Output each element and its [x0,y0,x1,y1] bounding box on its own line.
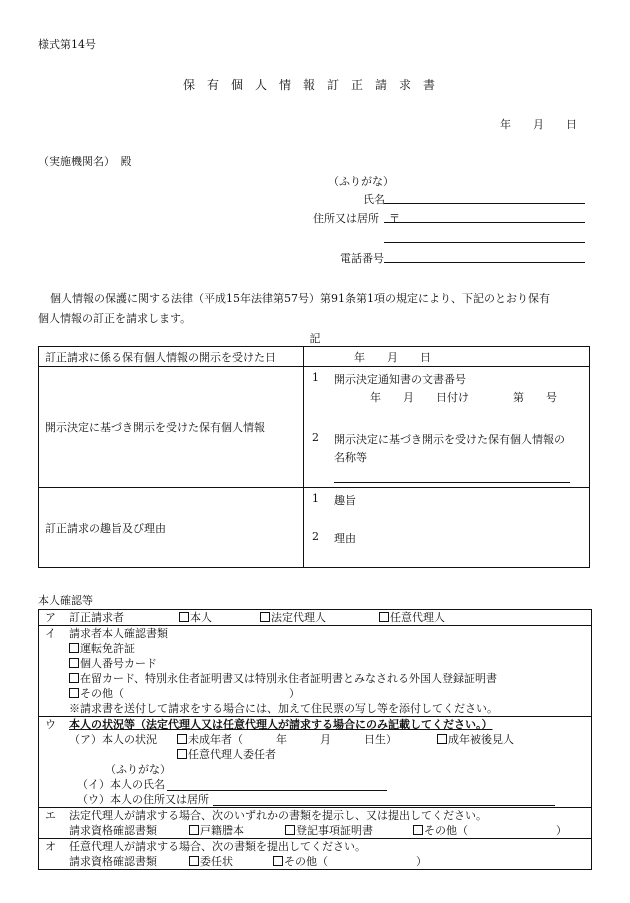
row-mark: イ [45,627,56,640]
postal-mark: 〒 [389,212,400,225]
date-line: 年 月 日 [500,118,577,131]
item-number: 2 [312,431,319,444]
identity-row-i [39,625,591,716]
purpose-reason-label: 訂正請求の趣旨及び理由 [39,488,304,568]
voluntary-agent-instruction: 任意代理人が請求する場合、次の書類を提出してください。 [69,840,366,853]
checkbox-icon [379,612,389,622]
option-label: その他（ ） [424,824,567,837]
principal-status-label: 本人の状況等（法定代理人又は任意代理人が請求する場合にのみ記載してください。） [69,718,493,731]
option-minor[interactable] [177,732,397,747]
info-name-field[interactable] [334,482,570,483]
checkbox-icon [179,612,189,622]
item-number: 2 [312,530,319,543]
request-table [38,346,590,568]
phone-field[interactable] [384,262,585,263]
checkbox-icon [69,673,79,683]
option-self[interactable] [179,610,212,625]
option-label: 任意代理人 [390,611,445,624]
option-other-voluntary[interactable] [273,854,427,869]
page-title: 保有個人情報訂正請求書 [182,78,447,92]
furigana-label: （ふりがな） [328,175,394,188]
option-mandator[interactable] [177,747,276,762]
checkbox-icon [260,612,270,622]
principal-address-label: （ウ）本人の住所又は居所 [77,793,209,806]
option-license[interactable] [69,641,135,656]
option-label: その他（ ） [284,855,427,868]
checkbox-icon [437,734,447,744]
name-field[interactable] [384,203,585,204]
option-other-legal[interactable] [413,823,567,838]
identity-row-a [39,610,591,625]
identity-row-u [39,716,591,807]
row-mark: エ [45,809,56,822]
item-number: 1 [312,492,319,505]
option-residence-card[interactable] [69,671,497,686]
disclosed-info-cell[interactable] [304,367,590,488]
checkbox-icon [189,825,199,835]
principal-status-sub-label: （ア）本人の状況 [69,733,157,746]
intro-line-1: 個人情報の保護に関する法律（平成15年法律第57号）第91条第1項の規定により、下記のとおり保有 [50,292,550,305]
option-label: 任意代理人委任者 [188,748,276,761]
option-legal-agent[interactable] [260,610,326,625]
checkbox-icon [69,643,79,653]
checkbox-icon [177,749,187,759]
principal-furigana-label: （ふりがな） [105,763,171,776]
voluntary-agent-docs-label: 請求資格確認書類 [69,855,157,868]
identity-table [38,609,592,870]
checkbox-icon [285,825,295,835]
option-label: 在留カード、特別永住者証明書又は特別永住者証明書とみなされる外国人登録証明書 [80,672,498,685]
identity-row-o [39,838,591,869]
legal-agent-instruction: 法定代理人が請求する場合、次のいずれかの書類を提示し、又は提出してください。 [69,809,487,822]
option-label: 未成年者（ 年 月 日生） [188,733,397,746]
row-mark: ウ [45,718,56,731]
option-label: 法定代理人 [271,611,326,624]
option-label: 戸籍謄本 [200,824,244,837]
option-power-of-attorney[interactable] [189,854,233,869]
info-name-label-2: 名称等 [334,451,367,464]
option-family-register[interactable] [189,823,244,838]
purpose-label: 趣旨 [334,494,356,507]
checkbox-icon [69,688,79,698]
ki-label: 記 [309,332,321,345]
phone-label: 電話番号 [340,252,384,265]
name-label: 氏名 [363,193,385,206]
purpose-reason-cell[interactable] [304,488,590,568]
option-adult-ward[interactable] [437,732,514,747]
id-note: ※請求書を送付して請求をする場合には、加えて住民票の写し等を添付してください。 [69,702,498,715]
intro-line-2: 個人情報の訂正を請求します。 [38,312,192,325]
notice-doc-number-value: 年 月 日付け 第 号 [370,391,557,404]
checkbox-icon [413,825,423,835]
option-label: 個人番号カード [80,657,157,670]
option-label: 成年被後見人 [448,733,514,746]
row-mark: オ [45,840,56,853]
option-other-id[interactable] [69,686,300,701]
address-field-2[interactable] [384,242,585,243]
reason-label: 理由 [334,532,356,545]
option-label: その他（ ） [80,687,300,700]
checkbox-icon [189,856,199,866]
address-label: 住所又は居所 [313,212,379,225]
identity-heading: 本人確認等 [38,594,93,607]
item-number: 1 [312,371,319,384]
row-mark: ア [45,611,56,624]
addressee: （実施機関名） 殿 [38,155,132,168]
option-registry-cert[interactable] [285,823,373,838]
option-voluntary-agent[interactable] [379,610,445,625]
legal-agent-docs-label: 請求資格確認書類 [69,824,157,837]
checkbox-icon [69,658,79,668]
principal-address-field[interactable] [213,805,555,806]
address-field-1[interactable] [384,222,585,223]
requester-label: 訂正請求者 [69,611,124,624]
principal-name-field[interactable] [167,790,387,791]
form-number: 様式第14号 [38,38,96,51]
notice-doc-number-label: 開示決定通知書の文書番号 [334,373,466,386]
disclosed-info-label: 開示決定に基づき開示を受けた保有個人情報 [39,367,304,488]
checkbox-icon [177,734,187,744]
info-name-label: 開示決定に基づき開示を受けた保有個人情報の [334,433,565,446]
identity-row-e [39,807,591,838]
disclosure-date-label: 訂正請求に係る保有個人情報の開示を受けた日 [39,347,304,367]
option-label: 登記事項証明書 [296,824,373,837]
option-label: 本人 [190,611,212,624]
disclosure-date-value[interactable]: 年 月 日 [304,347,590,367]
checkbox-icon [273,856,283,866]
option-mynumber[interactable] [69,656,157,671]
id-docs-label: 請求者本人確認書類 [69,627,168,640]
option-label: 委任状 [200,855,233,868]
option-label: 運転免許証 [80,642,135,655]
principal-name-label: （イ）本人の氏名 [77,778,165,791]
